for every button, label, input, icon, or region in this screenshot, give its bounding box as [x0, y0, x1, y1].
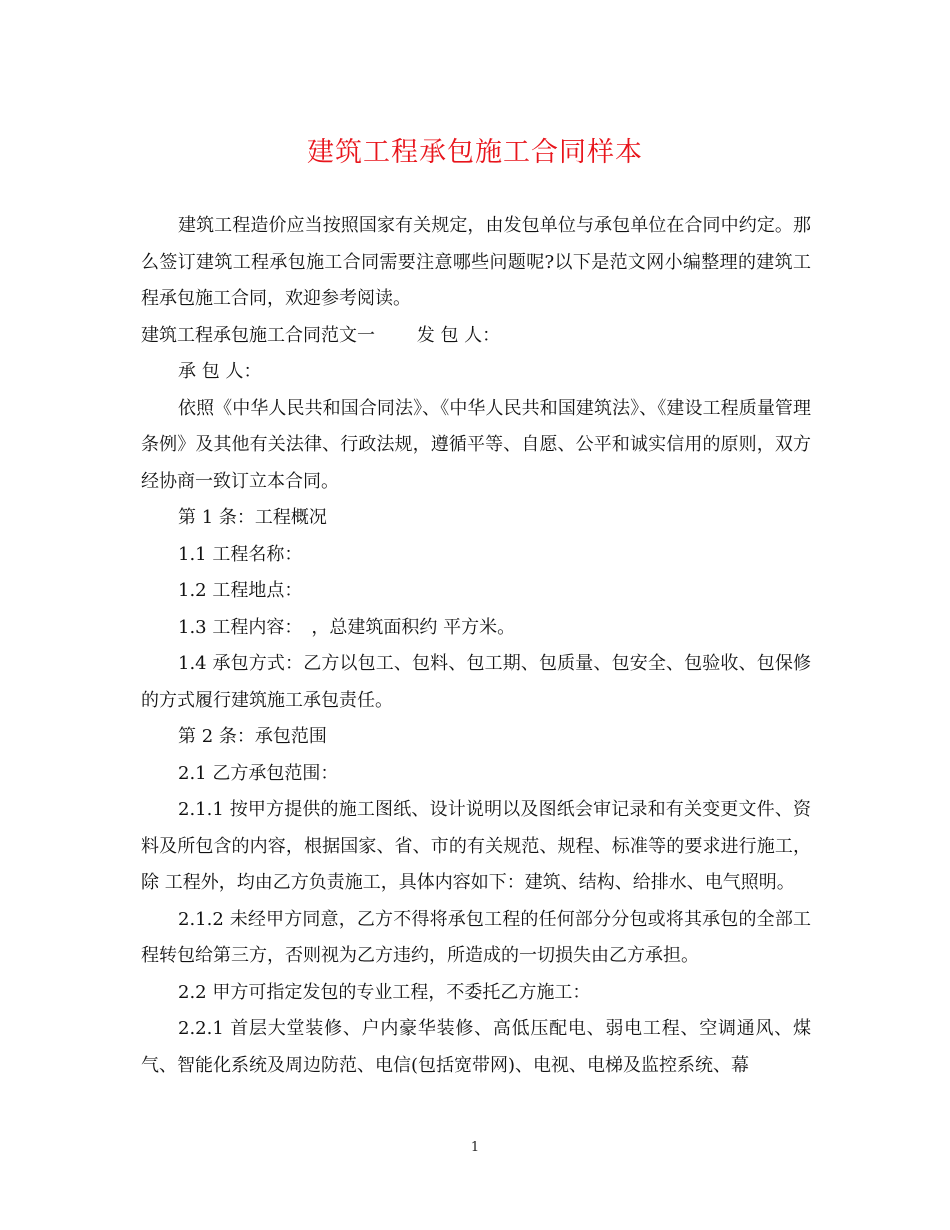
paragraph-1-1: 1.1 工程名称： [178, 543, 303, 565]
paragraph-2-2: 2.2 甲方可指定发包的专业工程，不委托乙方施工： [178, 981, 591, 1003]
paragraph-article-1: 第 1 条：工程概况 [178, 507, 327, 528]
document-body [141, 208, 811, 1084]
paragraph-legal-basis: 依照《中华人民共和国合同法》、《中华人民共和国建筑法》、《建设工程质量管理条例》及其他有关法律、行政法规，遵循平等、自愿、公平和诚实信用的原则，双方经协商一致订立本合同。 [141, 397, 811, 492]
paragraph-1-4: 1.4 承包方式：乙方以包工、包料、包工期、包质量、包安全、包验收、包保修的方式履行建筑施工承包责任。 [141, 653, 811, 711]
paragraph-2-1-2: 2.1.2 未经甲方同意，乙方不得将承包工程的任何部分分包或将其承包的全部工程转包给第三方，否则视为乙方违约，所造成的一切损失由乙方承担。 [141, 908, 811, 966]
paragraph-intro: 建筑工程造价应当按照国家有关规定，由发包单位与承包单位在合同中约定。那么签订建筑工程承包施工合同需要注意哪些问题呢?以下是范文网小编整理的建筑工程承包施工合同，欢迎参考阅读。 [141, 215, 811, 309]
page-number: 1 [470, 1140, 480, 1155]
paragraph-contract-heading: 建筑工程承包施工合同范文一 发 包 人： [141, 324, 501, 346]
paragraph-contractor: 承 包 人： [178, 361, 262, 382]
paragraph-1-3: 1.3 工程内容： ，总建筑面积约 平方米。 [178, 616, 516, 638]
document-title: 建筑工程承包施工合同样本 [307, 137, 643, 168]
paragraph-1-2: 1.2 工程地点： [178, 580, 303, 601]
paragraph-2-1: 2.1 乙方承包范围： [178, 762, 339, 784]
paragraph-2-2-1: 2.2.1 首层大堂装修、户内豪华装修、高低压配电、弱电工程、空调通风、煤气、智能化系统及周边防范、电信(包括宽带网)、电视、电梯及监控系统、幕 [141, 1018, 811, 1076]
paragraph-article-2: 第 2 条：承包范围 [178, 726, 327, 747]
paragraph-2-1-1: 2.1.1 按甲方提供的施工图纸、设计说明以及图纸会审记录和有关变更文件、资料及所包含的内容，根据国家、省、市的有关规范、规程、标准等的要求进行施工，除 工程外，均由乙方负责施工，具体内容如下：建筑、结构、给排水、电气照明。 [141, 799, 811, 893]
